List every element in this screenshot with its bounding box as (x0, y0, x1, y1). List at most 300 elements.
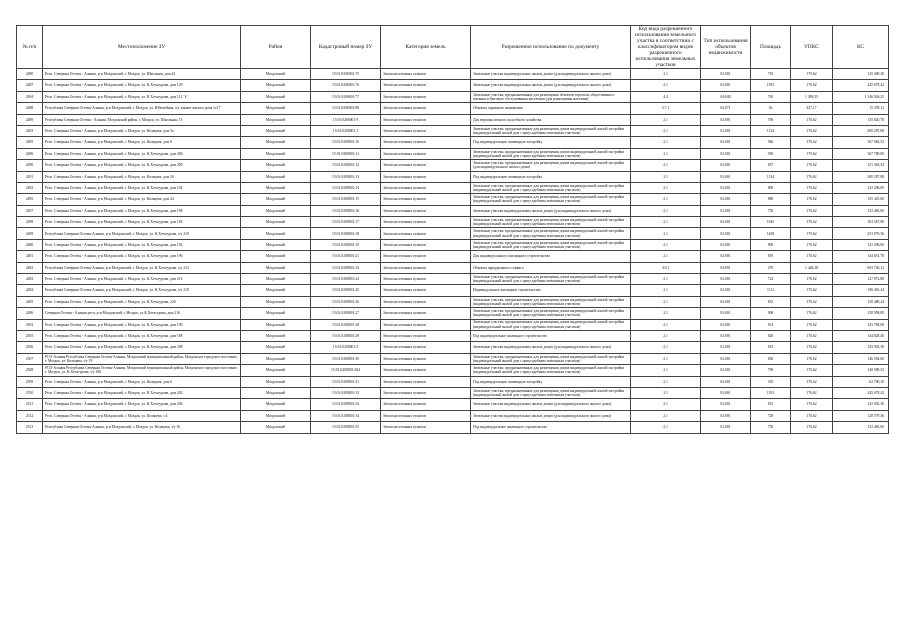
cell-district: Моздокский (241, 319, 311, 330)
cell-location-text: Республика Северная Осетия-Алания, р-н Моздокский, г. Моздок, ул. К.Хетагурова, з/у 212 (45, 265, 189, 270)
cell-group: 02:001 (701, 137, 751, 148)
cell-permitted-use (471, 353, 631, 364)
cell-ks: 151 363,34 (833, 160, 889, 171)
table-row (17, 137, 889, 148)
cell-num: 2508 (17, 365, 43, 376)
cell-category: Земли населенных пунктов (381, 251, 471, 262)
cell-num: 2491 (17, 171, 43, 182)
cell-location (43, 125, 241, 136)
table-row (17, 171, 889, 182)
cell-permitted-use-text: Земельные участки, предназначенные для размещения домов индивидуальной жилой застройки (индивидуальный жилой дом с приусадебным земельным участком) (473, 274, 625, 284)
cell-cadastral: 15:01:0208001:25 (311, 285, 381, 296)
cell-category: Земли населенных пунктов (381, 160, 471, 171)
cell-upks: 176,62 (791, 308, 833, 319)
cell-permitted-use-text: Земельные участки, предназначенные для размещения домов индивидуальной жилой застройки (индивидуальный жилой дом с приусадебным земельным участком) (473, 309, 625, 318)
cell-ks: 146 594,60 (833, 353, 889, 364)
cell-num: 2497 (17, 205, 43, 216)
cell-location (43, 262, 241, 273)
cell-cadastral: 15:01:0208001:29 (311, 330, 381, 341)
cell-num: 2505 (17, 330, 43, 341)
cell-group: 02:001 (701, 171, 751, 182)
cell-code: 2.1 (631, 422, 701, 433)
cell-district: Моздокский (241, 330, 311, 341)
cell-district: Моздокский (241, 182, 311, 193)
cell-code: 2.1 (631, 148, 701, 159)
cell-cadastral: 15:01:0206001:9 (311, 114, 381, 125)
table-row (17, 125, 889, 136)
cell-permitted-use (471, 262, 631, 273)
cell-district: Моздокский (241, 171, 311, 182)
cell-upks: 176,62 (791, 228, 833, 239)
cell-cadastral: 15:01:0208001:1 (311, 125, 381, 136)
cell-num: 2485 (17, 296, 43, 307)
table-row (17, 182, 889, 193)
cell-upks: 176,62 (791, 148, 833, 159)
cell-category: Земли населенных пунктов (381, 262, 471, 273)
cell-location-text: Респ. Северная Осетия - Алания, р-н Моздокский, г. Моздок, ул. К.Хетагурова, дом 112 "а" (45, 94, 188, 99)
cell-upks: 176,62 (791, 137, 833, 148)
cell-code: 4.9.1 (631, 262, 701, 273)
cell-location-text: Респ. Северная Осетия - Алания, р-н Моздокский, г. Моздок, ул. Кольцева, дом 20 (45, 174, 174, 179)
cell-district: Моздокский (241, 194, 311, 205)
cell-location (43, 228, 241, 239)
table-row (17, 296, 889, 307)
cell-code: 2.7.1 (631, 103, 701, 114)
cell-district: Моздокский (241, 228, 311, 239)
table-row (17, 148, 889, 159)
cell-category: Земли населенных пунктов (381, 114, 471, 125)
cell-code: 2.1 (631, 80, 701, 91)
cell-district: Моздокский (241, 137, 311, 148)
cell-upks: 176,62 (791, 194, 833, 205)
col-header-category: Категория земель (381, 26, 471, 69)
cell-group: 02:001 (701, 365, 751, 376)
cell-code: 2.1 (631, 114, 701, 125)
cell-ks: 62 700,10 (833, 376, 889, 387)
cell-ks: 167 789,00 (833, 148, 889, 159)
cell-location-text: Респ. Северная Осетия - Алания, р-н Моздокский, г. Моздок, ул. К.Хетагурова, дом 202 (45, 390, 183, 395)
cell-num: 2495 (17, 194, 43, 205)
cell-location (43, 376, 241, 387)
cell-area: 1391 (751, 80, 791, 91)
cell-code: 2.1 (631, 137, 701, 148)
cell-permitted-use-text: Земельные участки, предназначенные для размещения домов индивидуальной жилой застройки (индивидуальный жилой дом с приусадебным земельным участком) (473, 354, 625, 363)
cell-permitted-use (471, 160, 631, 171)
cell-ks: 184 567,90 (833, 217, 889, 228)
cell-permitted-use-text: Под индивидуальную жилищную застройку (473, 174, 543, 179)
cell-num: 2490 (17, 160, 43, 171)
cell-location-text: Респ. Северная Осетия - Алания, р-н Моздокский, г. Моздок, ул. К.Хетагурова, дом 204 (45, 402, 183, 407)
cell-group: 02:001 (701, 387, 751, 398)
cell-district: Моздокский (241, 410, 311, 421)
table-row (17, 114, 889, 125)
cell-area: 880 (751, 194, 791, 205)
cell-group: 02:001 (701, 308, 751, 319)
col-header-permitted-use: Разрешенное использование по документу (471, 26, 631, 69)
cell-permitted-use-text: Под индивидуальную жилищную застройку (473, 379, 543, 384)
cell-num: 2480 (17, 69, 43, 80)
cell-code: 2.1 (631, 194, 701, 205)
cell-location-text: Республика Северная Осетия - Алания, Моздокский район, г. Моздок, ул. Школьная, 13 (45, 117, 183, 122)
cell-permitted-use (471, 114, 631, 125)
cell-area: 1438 (751, 228, 791, 239)
cell-location-text: Респ. Северная Осетия - Алания, р-н Моздокский, г. Моздок, ул. Кольцева, дом 24 (45, 197, 174, 202)
col-header-group: Тип использования объектов недвижимости (701, 26, 751, 69)
cell-category: Земли населенных пунктов (381, 308, 471, 319)
cell-group: 02:001 (701, 160, 751, 171)
cell-district: Моздокский (241, 365, 311, 376)
col-header-ks: КС (833, 26, 889, 69)
cell-group: 02:001 (701, 410, 751, 421)
cell-permitted-use (471, 274, 631, 285)
cell-category: Земли населенных пунктов (381, 205, 471, 216)
cell-cadastral: 15:01:0208001:33 (311, 399, 381, 410)
cell-ks: 245 678,42 (833, 80, 889, 91)
cell-permitted-use (471, 319, 631, 330)
cell-location-text: Респ. Северная Осетия - Алания, р-н Моздокский, г. Моздок, ул. Кольцева, дом 6 (45, 379, 172, 384)
cell-district: Моздокский (241, 376, 311, 387)
cell-permitted-use (471, 137, 631, 148)
cell-cadastral: 15:01:0208001:15 (311, 194, 381, 205)
cell-area: 1045 (751, 217, 791, 228)
cell-location (43, 91, 241, 102)
table-row (17, 160, 889, 171)
cell-upks: 176,62 (791, 274, 833, 285)
cell-permitted-use-text: Земельные участки, предназначенные для размещения домов индивидуальной жилой застройки (индивидуальный жилой дом с приусадебным земельным участком) (473, 297, 625, 306)
cell-code: 2.1 (631, 387, 701, 398)
document-page (16, 25, 888, 434)
cell-upks: 1 499,25 (791, 91, 833, 102)
cell-location (43, 422, 241, 433)
cell-upks: 176,62 (791, 387, 833, 398)
cell-category: Земли населенных пунктов (381, 296, 471, 307)
table-row (17, 239, 889, 250)
cell-num: 2481 (17, 251, 43, 262)
cell-num: 2496 (17, 148, 43, 159)
cell-upks: 176,62 (791, 182, 833, 193)
cell-upks: 176,62 (791, 80, 833, 91)
table-row (17, 251, 889, 262)
cell-group: 02:001 (701, 239, 751, 250)
cell-num: 2512 (17, 410, 43, 421)
cell-area: 796 (751, 365, 791, 376)
cell-ks: 125 400,20 (833, 69, 889, 80)
cell-category: Земли населенных пунктов (381, 137, 471, 148)
cell-permitted-use (471, 194, 631, 205)
cell-area: 900 (751, 308, 791, 319)
cell-location-text: РСО-Алания Республика Северная Осетия-Алания, Моздокский муниципальный район, Моздокское городское поселение, г. Моздок, ул. К.Хетагурова, з/у 186 (45, 366, 238, 375)
cell-group: 02:001 (701, 296, 751, 307)
col-header-code: Код вида разрешенного использования земельного участка в соответствии с классификатором видов разрешенного использования земельных участков (631, 26, 701, 69)
cell-upks: 176,62 (791, 160, 833, 171)
cell-permitted-use (471, 182, 631, 193)
cell-district: Моздокский (241, 387, 311, 398)
cell-upks: 176,62 (791, 422, 833, 433)
table-row (17, 274, 889, 285)
cell-num: 2495 (17, 137, 43, 148)
cell-district: Моздокский (241, 422, 311, 433)
cell-category: Земли населенных пунктов (381, 285, 471, 296)
cell-upks: 176,62 (791, 171, 833, 182)
table-row (17, 376, 889, 387)
cell-group: 02:001 (701, 285, 751, 296)
table-body (17, 69, 889, 434)
cell-num: 2488 (17, 103, 43, 114)
cell-num: 2506 (17, 342, 43, 353)
cell-category: Земли населенных пунктов (381, 399, 471, 410)
cell-location (43, 274, 241, 285)
cell-cadastral: 15:01:0208001:11 (311, 148, 381, 159)
cell-cadastral: 15:01:0208001:24 (311, 274, 381, 285)
cell-category: Земли населенных пунктов (381, 410, 471, 421)
cell-permitted-use-text: Земельные участки индивидуальных жилых домов (для индивидуального жилого дома) (473, 72, 612, 77)
cell-area: 479 (751, 262, 791, 273)
cell-area: 950 (751, 148, 791, 159)
cell-ks: 253 979,56 (833, 228, 889, 239)
cell-upks: 176,62 (791, 296, 833, 307)
cell-group: 02:001 (701, 205, 751, 216)
cell-group: 02:001 (701, 125, 751, 136)
cell-code: 2.1 (631, 251, 701, 262)
cell-location (43, 308, 241, 319)
cell-group: 02:001 (701, 274, 751, 285)
cell-code: 2.1 (631, 125, 701, 136)
cell-permitted-use-text: Земельные участки, предназначенные для размещения домов индивидуальной жилой застройки (индивидуальный жилой дом с приусадебным земельным участком) (473, 126, 625, 136)
cell-location-text: Респ. Северная Осетия - Алания, р-н Моздокский, г. Моздок, ул. Кольцева, з 4 (45, 413, 168, 418)
cell-permitted-use-text: Под индивидуальное жилищное строительство (473, 334, 548, 339)
cell-ks: 245 678,42 (833, 387, 889, 398)
cell-upks: 176,62 (791, 239, 833, 250)
cell-ks: 128 579,36 (833, 410, 889, 421)
cell-location-text: Республика Северная Осетия-Алания, р-н Моздокский, г. Моздок, ул. Юбилейная, з/у, южнее жилого дома №17 (45, 106, 221, 111)
cell-permitted-use (471, 410, 631, 421)
cell-location (43, 353, 241, 364)
cell-location-text: Респ. Северная Осетия - Алания, р-н Моздокский, г. Моздок, ул. К.Хетагурова, дом 190 (45, 322, 183, 327)
cell-group: 02:001 (701, 319, 751, 330)
cell-area: 750 (751, 205, 791, 216)
cell-category: Земли населенных пунктов (381, 182, 471, 193)
cell-district: Моздокский (241, 251, 311, 262)
cell-group: 02:001 (701, 422, 751, 433)
cell-permitted-use-text: Объекты гаражного назначения (473, 106, 523, 111)
cell-category: Земли населенных пунктов (381, 387, 471, 398)
cell-location-text: Респ. Северная Осетия - Алания, р-н Моздокский, г. Моздок, ул. Кольцева, дом 8 (45, 140, 172, 145)
cell-code: 2.1 (631, 410, 701, 421)
cell-area: 857 (751, 160, 791, 171)
cell-ks: 140 589,52 (833, 365, 889, 376)
cell-group: 02:071 (701, 103, 751, 114)
cell-upks: 427,17 (791, 103, 833, 114)
table-row (17, 194, 889, 205)
cell-category: Земли населенных пунктов (381, 91, 471, 102)
cell-location (43, 205, 241, 216)
cell-permitted-use (471, 296, 631, 307)
cell-cadastral: 15:01:0208001:27 (311, 308, 381, 319)
table-header-row (17, 26, 889, 69)
cell-code: 2.1 (631, 365, 701, 376)
cell-ks: 15 378,12 (833, 103, 889, 114)
cell-permitted-use (471, 80, 631, 91)
cell-permitted-use (471, 228, 631, 239)
cell-area: 820 (751, 330, 791, 341)
cell-permitted-use-text: Земельные участки, предназначенные для размещения домов индивидуальной жилой застройки (индивидуальный жилой дом с приусадебным земельным участком) (473, 195, 625, 204)
cell-cadastral: 15:01:0208001:3 (311, 342, 381, 353)
cell-upks: 176,62 (791, 365, 833, 376)
cell-category: Земли населенных пунктов (381, 125, 471, 136)
cell-category: Земли населенных пунктов (381, 171, 471, 182)
col-header-location: Местоположение ЗУ (43, 26, 241, 69)
cell-permitted-use-text: Земельные участки, предназначенные для размещения домов индивидуальной жилой застройки (индивидуальный жилой дом с приусадебным земельным участком) (473, 366, 625, 375)
cell-group: 02:001 (701, 399, 751, 410)
cell-location (43, 365, 241, 376)
cell-permitted-use-text: Земельные участки индивидуальных жилых домов (для индивидуального жилого дома) (473, 413, 612, 418)
cell-permitted-use-text: Земельные участки, предназначенные для размещения домов индивидуальной жилой застройки (индивидуальный жилой дом с приусадебным земельным участком) (473, 183, 625, 193)
cell-code: 2.1 (631, 274, 701, 285)
cell-ks: 158 958,00 (833, 308, 889, 319)
cell-permitted-use-text: Объекты придорожного сервиса (473, 265, 524, 270)
cell-cadastral: 15:01:0206001:75 (311, 69, 381, 80)
cell-location-text: Респ. Северная Осетия - Алания, р-н Моздокский, г. Моздок, ул. К.Хетагурова, 220 (45, 299, 176, 304)
cell-permitted-use-text: Под индивидуальное жилищное строительство (473, 425, 548, 430)
cell-category: Земли населенных пунктов (381, 342, 471, 353)
cell-code: 2.1 (631, 182, 701, 193)
cell-group: 02:001 (701, 114, 751, 125)
cell-num: 2498 (17, 217, 43, 228)
cell-cadastral: 15:01:0208001:23 (311, 262, 381, 273)
cell-cadastral: 15:01:0208001:30 (311, 353, 381, 364)
cell-ks: 144 828,40 (833, 330, 889, 341)
cell-code: 4.4 (631, 91, 701, 102)
cell-location-text: Респ. Северная Осетия - Алания, р-н Моздокский, г. Моздок, ул. К.Хетагурова, дом 129 (45, 83, 183, 88)
cell-location (43, 410, 241, 421)
table-row (17, 91, 889, 102)
cell-permitted-use (471, 342, 631, 353)
table-row (17, 205, 889, 216)
cell-ks: 167 082,52 (833, 137, 889, 148)
cell-location-text: Респ. Северная Осетия - Алания, р-н Моздокский, г. Моздок, ул. К.Хетагурова, дом 196 (45, 254, 183, 259)
cell-num: 2492 (17, 182, 43, 193)
cell-district: Моздокский (241, 239, 311, 250)
cell-area: 1391 (751, 387, 791, 398)
cell-code: 2.1 (631, 171, 701, 182)
cell-location (43, 137, 241, 148)
cell-ks: 143 768,68 (833, 319, 889, 330)
cell-upks: 176,62 (791, 114, 833, 125)
cell-upks: 176,62 (791, 376, 833, 387)
cell-ks: 132 465,00 (833, 205, 889, 216)
cell-area: 1134 (751, 125, 791, 136)
cell-category: Земли населенных пунктов (381, 319, 471, 330)
cell-group: 04:040 (701, 91, 751, 102)
table-row (17, 80, 889, 91)
cell-district: Моздокский (241, 342, 311, 353)
cell-location-text: Республика Северная Осетия-Алания, р-н Моздокский, г. Моздок, ул. К.Хетагурова, з/у 210 (45, 231, 189, 236)
table-row (17, 330, 889, 341)
cell-cadastral: 15:01:0208001:26 (311, 296, 381, 307)
cell-category: Земли населенных пунктов (381, 422, 471, 433)
cell-location (43, 194, 241, 205)
table-row (17, 285, 889, 296)
cell-code: 2.1 (631, 239, 701, 250)
cell-permitted-use (471, 91, 631, 102)
cell-area: 728 (751, 410, 791, 421)
cell-group: 02:001 (701, 194, 751, 205)
cell-permitted-use (471, 399, 631, 410)
cell-num: 2509 (17, 376, 43, 387)
cell-district: Моздокский (241, 205, 311, 216)
cell-permitted-use-text: Земельные участки индивидуальных жилых домов (для индивидуального жилого дома) (473, 208, 612, 213)
cell-ks: 155 425,60 (833, 194, 889, 205)
cell-location-text: Респ. Северная Осетия - Алания, р-н Моздокский, г. Моздок, ул. К.Хетагурова, дом 200 (45, 163, 183, 168)
cell-num: 2507 (17, 353, 43, 364)
cell-cadastral: 15:01:0208001:28 (311, 319, 381, 330)
cell-district: Моздокский (241, 103, 311, 114)
cell-area: 765 (751, 91, 791, 102)
table-row (17, 342, 889, 353)
cell-district: Моздокский (241, 80, 311, 91)
cell-location-text: Респ. Северная Осетия - Алания, р-н Моздокский, г. Моздок, ул. К.Хетагурова, дом 192 (45, 242, 183, 247)
cell-district: Моздокский (241, 353, 311, 364)
cell-num: 2513 (17, 422, 43, 433)
cell-group: 02:001 (701, 69, 751, 80)
cell-cadastral: 15:01:0208001:10 (311, 137, 381, 148)
cell-group: 02:001 (701, 251, 751, 262)
cell-upks: 176,62 (791, 285, 833, 296)
table-row (17, 217, 889, 228)
cell-cadastral: 15:01:0206001:76 (311, 80, 381, 91)
cell-category: Земли населенных пунктов (381, 239, 471, 250)
cell-cadastral: 15:01:0208001:32 (311, 387, 381, 398)
cell-district: Моздокский (241, 91, 311, 102)
cell-area: 769 (751, 114, 791, 125)
cell-ks: 200 287,08 (833, 125, 889, 136)
cell-category: Земли населенных пунктов (381, 103, 471, 114)
cell-category: Земли населенных пунктов (381, 228, 471, 239)
table-row (17, 422, 889, 433)
cell-permitted-use (471, 422, 631, 433)
col-header-num: № п/п (17, 26, 43, 69)
cell-area: 750 (751, 422, 791, 433)
table-row (17, 399, 889, 410)
cell-upks: 176,62 (791, 342, 833, 353)
cell-cadastral: 15:01:0206001:80 (311, 103, 381, 114)
cell-permitted-use (471, 376, 631, 387)
cell-code: 2.1 (631, 308, 701, 319)
cell-permitted-use (471, 171, 631, 182)
cell-cadastral: 15:01:0208001:13 (311, 171, 381, 182)
cell-area: 946 (751, 137, 791, 148)
cell-area: 814 (751, 319, 791, 330)
cell-permitted-use (471, 125, 631, 136)
cell-location (43, 69, 241, 80)
cell-location (43, 342, 241, 353)
table-row (17, 228, 889, 239)
cell-permitted-use (471, 148, 631, 159)
cell-area: 1112 (751, 285, 791, 296)
cell-location (43, 80, 241, 91)
cell-district: Моздокский (241, 296, 311, 307)
cell-location-text: РСО-Алания Республика Северная Осетия-Алания, Моздокский муниципальный район, Моздокское городское поселение, г. Моздок, ул. Кольцева, з/у 19 (45, 354, 238, 363)
cell-upks: 176,62 (791, 410, 833, 421)
cell-location-text: Республика Северная Осетия-Алания, р-н Моздокский, г. Моздок, ул. Кольцева, з/у 16 (45, 425, 181, 430)
cell-upks: 176,62 (791, 319, 833, 330)
cell-permitted-use-text: Под индивидуальную жилищную застройку (473, 140, 543, 145)
cell-area: 710 (751, 69, 791, 80)
cell-cadastral: 15:01:0206001:77 (311, 91, 381, 102)
cell-permitted-use (471, 217, 631, 228)
cell-location (43, 239, 241, 250)
cell-area: 36 (751, 103, 791, 114)
